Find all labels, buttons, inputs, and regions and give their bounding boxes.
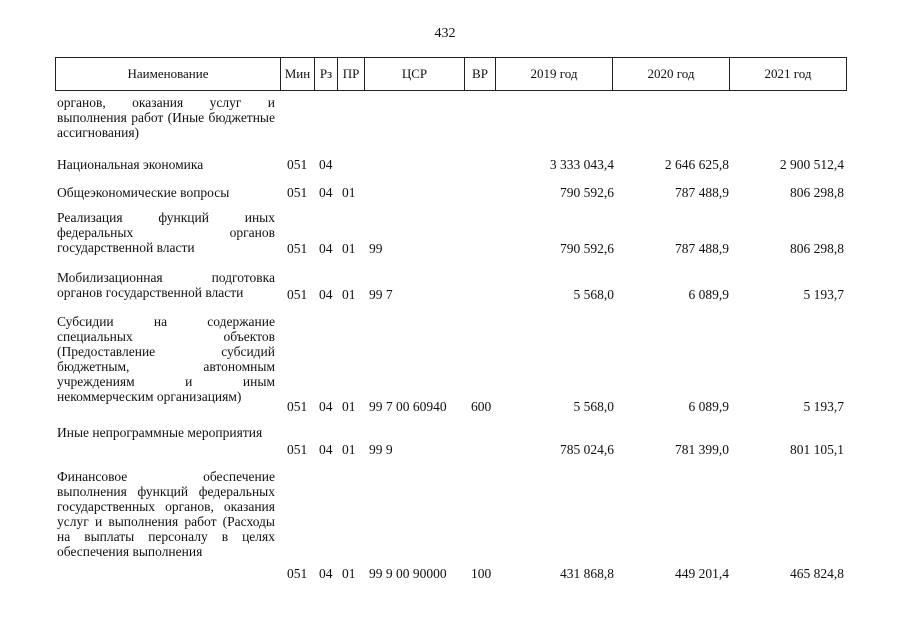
row-rz: 04 bbox=[319, 566, 333, 581]
header-pr: ПР bbox=[338, 58, 365, 91]
row-2021: 5 193,7 bbox=[803, 399, 844, 414]
row-pr: 01 bbox=[342, 185, 356, 200]
row-rz: 04 bbox=[319, 241, 333, 256]
header-csr: ЦСР bbox=[365, 58, 465, 91]
header-vr: ВР bbox=[465, 58, 496, 91]
row-rz: 04 bbox=[319, 399, 333, 414]
header-2020: 2020 год bbox=[613, 58, 730, 91]
row-2019: 3 333 043,4 bbox=[549, 157, 614, 172]
row-2021: 801 105,1 bbox=[790, 442, 844, 457]
row-name: Субсидии на содержание специальных объектов (Предоставление субсидий бюджетным, автономным учреждениям и иным некоммерческим организациям) bbox=[57, 314, 275, 404]
row-csr: 99 9 bbox=[369, 442, 393, 457]
header-2019: 2019 год bbox=[496, 58, 613, 91]
row-2020: 2 646 625,8 bbox=[664, 157, 729, 172]
row-2020: 6 089,9 bbox=[688, 399, 729, 414]
row-name: Реализация функций иных федеральных органов государственной власти bbox=[57, 210, 275, 255]
row-2020: 787 488,9 bbox=[675, 185, 729, 200]
row-2019: 5 568,0 bbox=[573, 287, 614, 302]
row-2021: 806 298,8 bbox=[790, 185, 844, 200]
table-header bbox=[55, 57, 847, 91]
row-name: Мобилизационная подготовка органов государственной власти bbox=[57, 270, 275, 300]
row-pr: 01 bbox=[342, 241, 356, 256]
row-2021: 806 298,8 bbox=[790, 241, 844, 256]
row-rz: 04 bbox=[319, 185, 333, 200]
row-pr: 01 bbox=[342, 287, 356, 302]
row-2020: 449 201,4 bbox=[675, 566, 729, 581]
row-name: Национальная экономика bbox=[57, 157, 204, 172]
row-min: 051 bbox=[287, 287, 308, 302]
row-pr: 01 bbox=[342, 566, 356, 581]
row-name: Иные непрограммные мероприятия bbox=[57, 425, 263, 440]
row-vr: 600 bbox=[471, 399, 492, 414]
row-2021: 5 193,7 bbox=[803, 287, 844, 302]
row-vr: 100 bbox=[471, 566, 492, 581]
row-rz: 04 bbox=[319, 287, 333, 302]
row-rz: 04 bbox=[319, 157, 333, 172]
row-2020: 6 089,9 bbox=[688, 287, 729, 302]
row-2020: 781 399,0 bbox=[675, 442, 729, 457]
header-min: Мин bbox=[281, 58, 315, 91]
row-2019: 431 868,8 bbox=[560, 566, 614, 581]
row-rz: 04 bbox=[319, 442, 333, 457]
row-min: 051 bbox=[287, 185, 308, 200]
row-csr: 99 7 bbox=[369, 287, 393, 302]
row-pr: 01 bbox=[342, 442, 356, 457]
row-name: органов, оказания услуг и выполнения работ (Иные бюджетные ассигнования) bbox=[57, 95, 275, 140]
row-name: Финансовое обеспечение выполнения функций федеральных государственных органов, оказания услуг и выполнения работ (Расходы на выплаты персоналу в целях обеспечения выполнения bbox=[57, 469, 275, 559]
page-number: 432 bbox=[434, 26, 456, 41]
header-name: Наименование bbox=[56, 58, 281, 91]
row-csr: 99 7 00 60940 bbox=[369, 399, 447, 414]
row-2020: 787 488,9 bbox=[675, 241, 729, 256]
row-2021: 465 824,8 bbox=[790, 566, 844, 581]
row-csr: 99 9 00 90000 bbox=[369, 566, 447, 581]
row-min: 051 bbox=[287, 241, 308, 256]
row-2019: 785 024,6 bbox=[560, 442, 614, 457]
row-min: 051 bbox=[287, 566, 308, 581]
row-min: 051 bbox=[287, 157, 308, 172]
row-2021: 2 900 512,4 bbox=[779, 157, 844, 172]
header-2021: 2021 год bbox=[730, 58, 847, 91]
row-pr: 01 bbox=[342, 399, 356, 414]
row-2019: 5 568,0 bbox=[573, 399, 614, 414]
row-csr: 99 bbox=[369, 241, 383, 256]
row-2019: 790 592,6 bbox=[560, 241, 614, 256]
row-min: 051 bbox=[287, 399, 308, 414]
header-rz: Рз bbox=[315, 58, 338, 91]
row-min: 051 bbox=[287, 442, 308, 457]
row-name: Общеэкономические вопросы bbox=[57, 185, 230, 200]
row-2019: 790 592,6 bbox=[560, 185, 614, 200]
